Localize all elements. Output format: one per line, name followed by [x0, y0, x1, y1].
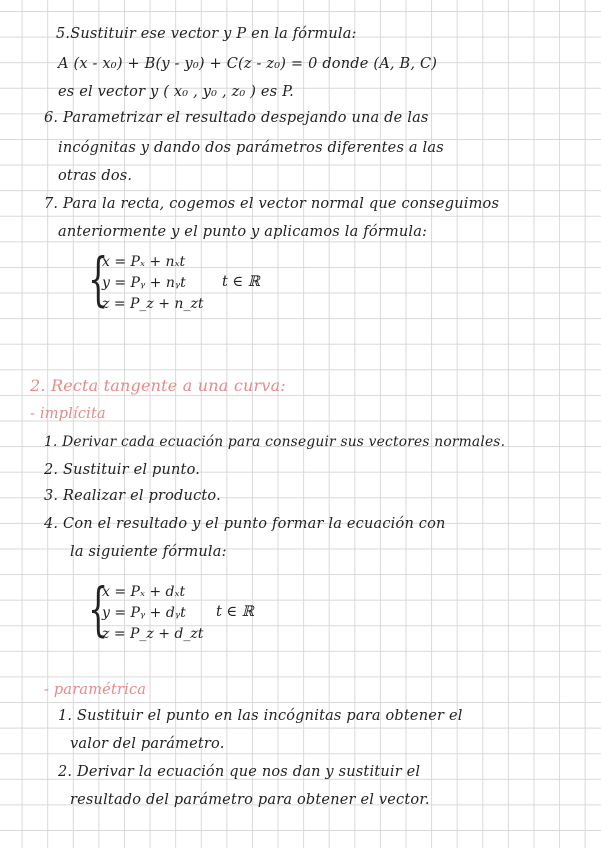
parametric-step-1-line-1: 1. Sustituir el punto en las incógnitas para obtener el: [58, 708, 463, 724]
equation-y: y = Pᵧ + nᵧt: [102, 275, 186, 291]
normal-line-system: [88, 245, 308, 318]
plane-formula-explanation: es el vector y ( x₀ , y₀ , z₀ ) es P.: [58, 84, 294, 100]
step-5-line: 5.Sustituir ese vector y P en la fórmula:: [56, 26, 357, 42]
parametric-step-1-line-2: valor del parámetro.: [70, 736, 225, 752]
implicit-heading: - implícita: [30, 406, 106, 422]
implicit-step-4-line-1: 4. Con el resultado y el punto formar la ecuación con: [44, 516, 446, 532]
parameter-domain: t ∈ ℝ: [222, 274, 260, 290]
equation-z: z = P_z + n_zt: [102, 296, 204, 312]
brace-icon: {: [88, 575, 109, 643]
plane-formula: A (x - x₀) + B(y - y₀) + C(z - z₀) = 0 donde (A, B, C): [58, 56, 438, 72]
implicit-step-4-line-2: la siguiente fórmula:: [70, 544, 227, 560]
equation-y: y = Pᵧ + dᵧt: [102, 605, 186, 621]
step-7-line-2: anteriormente y el punto y aplicamos la fórmula:: [58, 224, 428, 240]
equation-z: z = P_z + d_zt: [102, 626, 204, 642]
parametric-heading: - paramétrica: [44, 682, 147, 698]
step-6-line-1: 6. Parametrizar el resultado despejando una de las: [44, 110, 429, 126]
equation-x: x = Pₓ + dₓt: [102, 584, 186, 600]
parametric-step-2-line-1: 2. Derivar la ecuación que nos dan y sustituir el: [58, 764, 421, 780]
equation-x: x = Pₓ + nₓt: [102, 254, 186, 270]
brace-icon: {: [88, 245, 109, 313]
implicit-step-2: 2. Sustituir el punto.: [44, 462, 201, 478]
tangent-line-system: [88, 575, 308, 648]
implicit-step-3: 3. Realizar el producto.: [44, 488, 221, 504]
parametric-step-2-line-2: resultado del parámetro para obtener el vector.: [70, 792, 430, 808]
step-6-line-2: incógnitas y dando dos parámetros diferentes a las: [58, 140, 444, 156]
section-title: 2. Recta tangente a una curva:: [30, 376, 286, 395]
step-6-line-3: otras dos.: [58, 168, 133, 184]
step-7-line-1: 7. Para la recta, cogemos el vector normal que conseguimos: [44, 196, 500, 212]
parameter-domain: t ∈ ℝ: [216, 604, 254, 620]
implicit-step-1: 1. Derivar cada ecuación para conseguir sus vectores normales.: [44, 434, 506, 450]
